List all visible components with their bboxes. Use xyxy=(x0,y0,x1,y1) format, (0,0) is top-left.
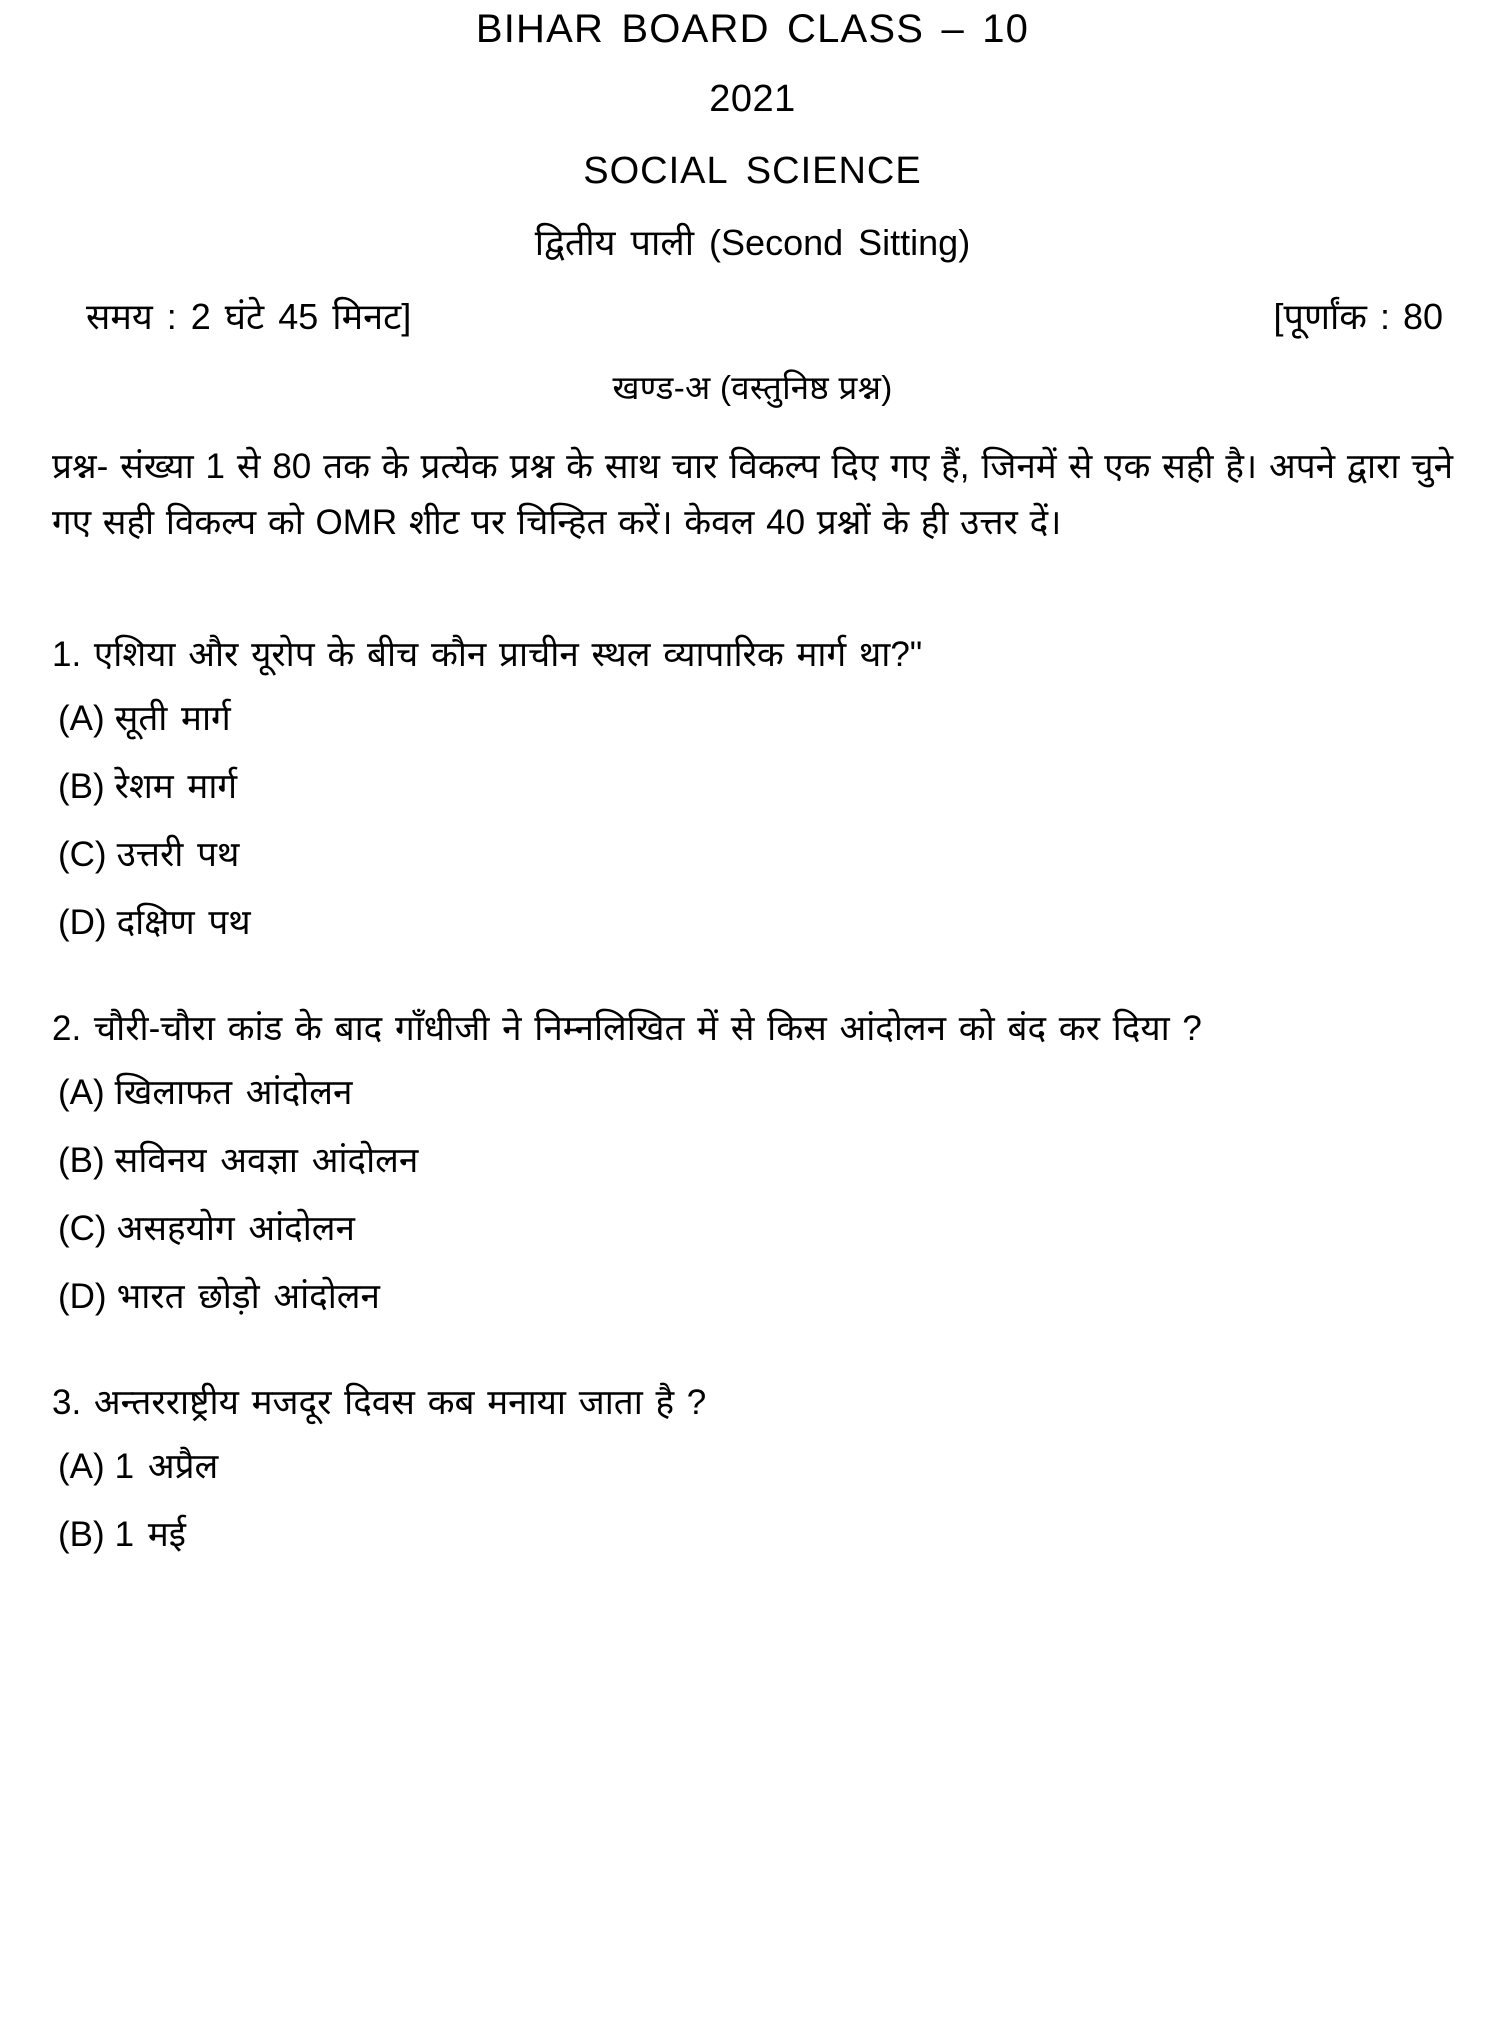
option-item[interactable] xyxy=(52,1072,1453,1114)
exam-meta-row xyxy=(52,291,1453,340)
option-label: (B) xyxy=(58,1515,105,1555)
option-text: दक्षिण पथ xyxy=(116,903,251,943)
instructions-paragraph: प्रश्न- संख्या 1 से 80 तक के प्रत्येक प्रश्न के साथ चार विकल्प दिए गए हैं, जिनमें से एक सही है। अपने द्वारा चुने गए सही विकल्प को OMR शीट पर चिन्हित करें। केवल 40 प्रश्नों के ही उत्तर दें। xyxy=(52,446,1453,543)
option-text: असहयोग आंदोलन xyxy=(116,1209,355,1249)
question-text: 3. अन्तरराष्ट्रीय मजदूर दिवस कब मनाया जाता है ? xyxy=(52,1383,707,1423)
full-marks: [पूर्णांक : 80 xyxy=(1273,295,1443,337)
option-item[interactable] xyxy=(52,698,1453,740)
sitting-label: द्वितीय पाली (Second Sitting) xyxy=(534,222,971,264)
question-block xyxy=(52,1000,1453,1318)
option-text: उत्तरी पथ xyxy=(116,835,240,875)
option-label: (D) xyxy=(58,1277,107,1317)
option-item[interactable] xyxy=(52,766,1453,808)
option-text: रेशम मार्ग xyxy=(114,767,238,807)
option-item[interactable] xyxy=(52,1276,1453,1318)
question-text: 2. चौरी-चौरा कांड के बाद गाँधीजी ने निम्नलिखित में से किस आंदोलन को बंद कर दिया ? xyxy=(52,1009,1202,1049)
option-label: (C) xyxy=(58,835,107,875)
section-heading: खण्ड-अ (वस्तुनिष्ठ प्रश्न) xyxy=(612,368,893,406)
option-label: (A) xyxy=(58,1447,105,1487)
option-list xyxy=(52,1446,1453,1556)
option-list xyxy=(52,698,1453,944)
time-allowed: समय : 2 घंटे 45 मिनट] xyxy=(86,295,412,337)
option-text: सूती मार्ग xyxy=(114,699,231,739)
option-item[interactable] xyxy=(52,1446,1453,1488)
option-text: 1 अप्रैल xyxy=(114,1447,219,1487)
question-block xyxy=(52,1374,1453,1556)
board-title: BIHAR BOARD CLASS – 10 xyxy=(475,7,1030,51)
question-block xyxy=(52,626,1453,944)
option-text: सविनय अवज्ञा आंदोलन xyxy=(114,1141,419,1181)
document-header xyxy=(52,0,1453,265)
option-item[interactable] xyxy=(52,1514,1453,1556)
option-label: (A) xyxy=(58,1073,105,1113)
option-list xyxy=(52,1072,1453,1318)
option-text: खिलाफत आंदोलन xyxy=(114,1073,353,1113)
option-label: (B) xyxy=(58,1141,105,1181)
option-label: (D) xyxy=(58,903,107,943)
option-label: (C) xyxy=(58,1209,107,1249)
exam-year: 2021 xyxy=(709,78,796,120)
subject-title: SOCIAL SCIENCE xyxy=(583,149,922,192)
option-item[interactable] xyxy=(52,1208,1453,1250)
option-text: भारत छोड़ो आंदोलन xyxy=(116,1277,380,1317)
option-item[interactable] xyxy=(52,902,1453,944)
questions-list xyxy=(52,626,1453,1556)
option-label: (B) xyxy=(58,767,105,807)
question-text: 1. एशिया और यूरोप के बीच कौन प्राचीन स्थल व्यापारिक मार्ग था?" xyxy=(52,634,923,674)
option-label: (A) xyxy=(58,699,105,739)
option-item[interactable] xyxy=(52,1140,1453,1182)
option-item[interactable] xyxy=(52,834,1453,876)
option-text: 1 मई xyxy=(114,1515,186,1555)
